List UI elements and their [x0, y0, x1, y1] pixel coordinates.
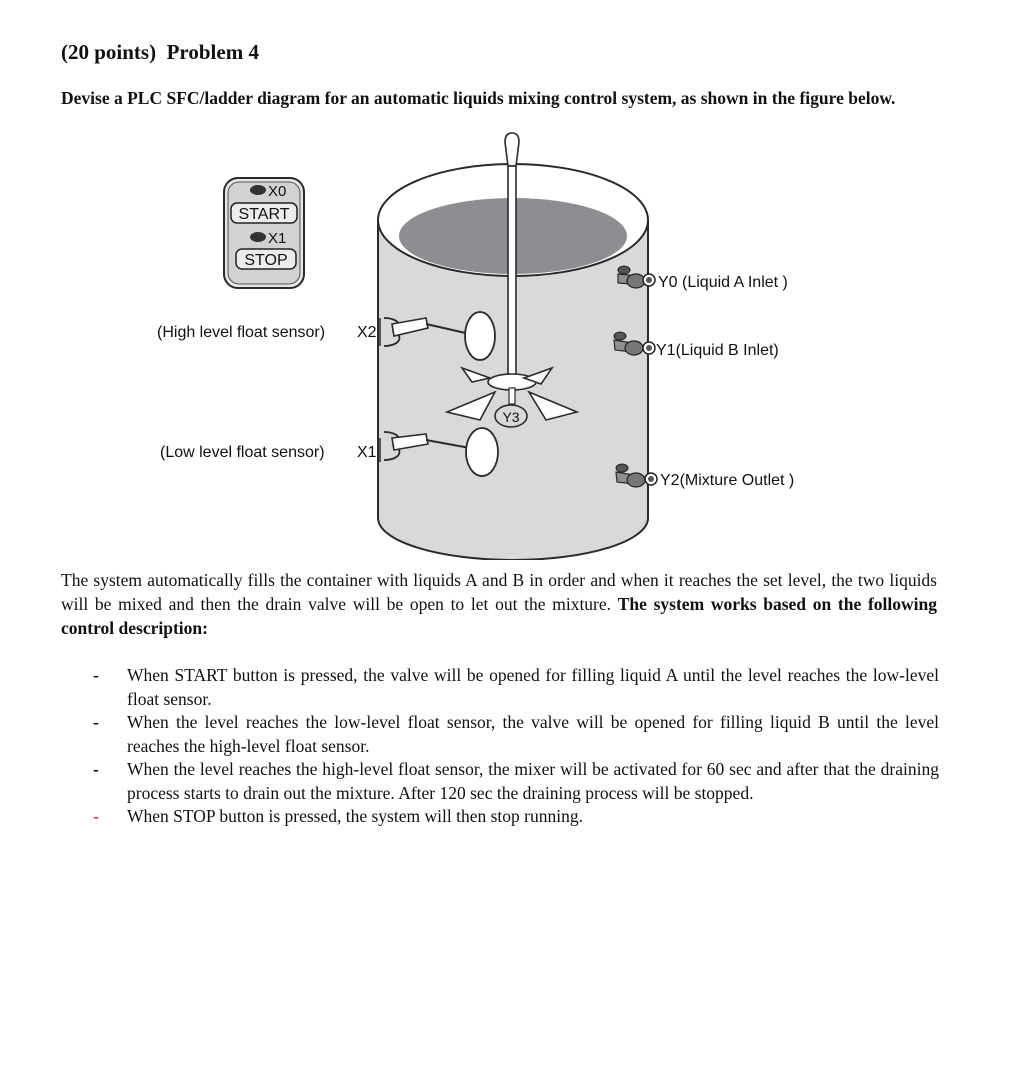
valve-y0-label: Y0 (Liquid A Inlet ) [658, 274, 788, 291]
control-panel [224, 178, 304, 288]
stop-lamp-icon [250, 232, 266, 242]
start-lamp-icon [250, 185, 266, 195]
list-item: - When STOP button is pressed, the system will then stop running. [93, 806, 583, 826]
bullet-text: When the level reaches the high-level float sensor, the mixer will be activated for 60 sec and after that the draining process starts to drain out the mixture. After 120 sec the draining process will be stopped. [127, 759, 939, 803]
description-bold: The system works based on the following control description: [61, 594, 937, 638]
problem-intro: Devise a PLC SFC/ladder diagram for an automatic liquids mixing control system, as shown in the figure below. [61, 88, 896, 108]
bullet-text: When the level reaches the low-level float sensor, the valve will be opened for filling liquid B until the level reaches the high-level float sensor. [127, 712, 939, 756]
bullet-text: When START button is pressed, the valve will be opened for filling liquid A until the level reaches the low-level float sensor. [127, 665, 939, 709]
start-button-label: START [238, 206, 290, 223]
bullet-text: When STOP button is pressed, the system will then stop running. [127, 806, 583, 826]
valve-y1-label: Y1(Liquid B Inlet) [656, 342, 779, 359]
high-sensor-address: X2 [357, 324, 377, 341]
problem-points: (20 points) [61, 40, 157, 64]
list-item: - When the level reaches the high-level float sensor, the mixer will be activated for 60 sec and after that the draining process starts to drain out the mixture. After 120 sec the draining process will be stopped. [93, 759, 939, 803]
high-sensor-label: (High level float sensor) [157, 324, 326, 341]
problem-title: Problem 4 [166, 40, 259, 64]
panel-x0-label: X0 [268, 183, 287, 200]
list-item: - When the level reaches the low-level float sensor, the valve will be opened for filling liquid B until the level reaches the high-level float sensor. [93, 712, 939, 756]
list-item: - When START button is pressed, the valve will be opened for filling liquid A until the level reaches the low-level float sensor. [93, 665, 939, 709]
low-sensor-address: X1 [357, 444, 377, 461]
low-sensor-label: (Low level float sensor) [160, 444, 325, 461]
valve-y2-label: Y2(Mixture Outlet ) [660, 472, 795, 489]
control-description-list [0, 664, 1033, 829]
description-intro: The system automatically fills the container with liquids A and B in order and when it reaches the set level, the two liquids will be mixed and then the drain valve will be open to let out the mixture. [61, 570, 937, 614]
panel-x1-label: X1 [268, 230, 287, 247]
mixer-label: Y3 [502, 409, 520, 425]
system-description [61, 568, 937, 640]
stop-button-label: STOP [244, 252, 288, 269]
